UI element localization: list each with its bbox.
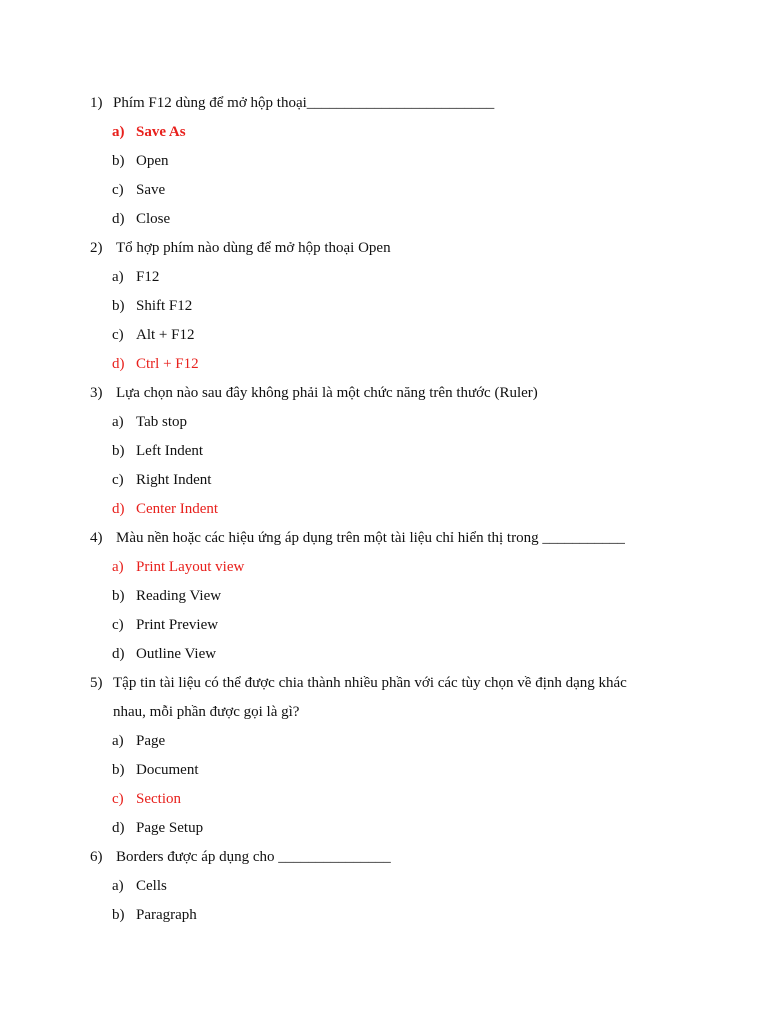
option-4d [0, 640, 768, 669]
question-number: 1) [90, 95, 103, 111]
option-text: Save As [136, 124, 186, 140]
question-4 [0, 524, 768, 553]
option-text: Close [136, 211, 171, 227]
quiz-document [0, 89, 768, 930]
question-text: Tổ hợp phím nào dùng để mở hộp thoại Open [116, 240, 391, 256]
option-text: Paragraph [136, 907, 197, 923]
option-2a [0, 263, 768, 292]
option-2d [0, 350, 768, 379]
question-text: Borders được áp dụng cho _______________ [116, 849, 391, 865]
option-text: Right Indent [136, 472, 212, 488]
question-5 [0, 669, 768, 698]
option-5d [0, 814, 768, 843]
option-text: Tab stop [136, 414, 188, 430]
option-letter: c) [112, 327, 124, 343]
question-5-continuation [0, 698, 768, 727]
option-3c [0, 466, 768, 495]
option-text: Cells [136, 878, 167, 894]
option-6a [0, 872, 768, 901]
option-letter: b) [112, 588, 125, 604]
question-1 [0, 89, 768, 118]
option-letter: c) [112, 182, 124, 198]
option-text: Document [136, 762, 199, 778]
question-number: 2) [90, 240, 103, 256]
question-number: 5) [90, 675, 103, 691]
option-letter: c) [112, 472, 124, 488]
question-text-continuation: nhau, mỗi phần được gọi là gì? [113, 704, 300, 720]
question-number: 3) [90, 385, 103, 401]
option-text: Left Indent [136, 443, 204, 459]
option-text: F12 [136, 269, 160, 285]
question-number: 6) [90, 849, 103, 865]
option-text: Open [136, 153, 169, 169]
option-text: Outline View [136, 646, 217, 662]
option-2c [0, 321, 768, 350]
option-letter: b) [112, 153, 125, 169]
option-letter: a) [112, 733, 124, 749]
option-3d [0, 495, 768, 524]
option-letter: a) [112, 124, 125, 140]
option-1a [0, 118, 768, 147]
option-3b [0, 437, 768, 466]
option-text: Print Layout view [136, 559, 245, 575]
option-letter: c) [112, 791, 124, 807]
option-letter: c) [112, 617, 124, 633]
option-text: Page Setup [136, 820, 204, 836]
option-letter: a) [112, 878, 124, 894]
option-5b [0, 756, 768, 785]
option-letter: d) [112, 356, 125, 372]
option-text: Section [136, 791, 181, 807]
option-letter: d) [112, 646, 125, 662]
option-text: Center Indent [136, 501, 219, 517]
option-letter: a) [112, 414, 124, 430]
option-letter: d) [112, 501, 125, 517]
option-5c [0, 785, 768, 814]
option-letter: d) [112, 820, 125, 836]
option-letter: d) [112, 211, 125, 227]
question-2 [0, 234, 768, 263]
option-2b [0, 292, 768, 321]
question-number: 4) [90, 530, 103, 546]
question-3 [0, 379, 768, 408]
option-text: Print Preview [136, 617, 219, 633]
option-4b [0, 582, 768, 611]
option-letter: b) [112, 907, 125, 923]
option-text: Shift F12 [136, 298, 193, 314]
option-letter: a) [112, 269, 124, 285]
option-4c [0, 611, 768, 640]
question-text: Phím F12 dùng để mở hộp thoại_________________________ [113, 95, 495, 111]
option-1d [0, 205, 768, 234]
option-letter: a) [112, 559, 124, 575]
option-text: Save [136, 182, 166, 198]
option-text: Page [136, 733, 166, 749]
question-text: Tập tin tài liệu có thể được chia thành nhiều phần với các tùy chọn về định dạng khác [113, 675, 627, 691]
option-1b [0, 147, 768, 176]
option-letter: b) [112, 443, 125, 459]
option-6b [0, 901, 768, 930]
question-text: Lựa chọn nào sau đây không phải là một chức năng trên thước (Ruler) [116, 385, 538, 401]
option-letter: b) [112, 298, 125, 314]
option-text: Reading View [136, 588, 222, 604]
option-letter: b) [112, 762, 125, 778]
option-text: Alt + F12 [136, 327, 195, 343]
option-5a [0, 727, 768, 756]
question-6 [0, 843, 768, 872]
option-text: Ctrl + F12 [136, 356, 199, 372]
option-3a [0, 408, 768, 437]
question-text: Màu nền hoặc các hiệu ứng áp dụng trên một tài liệu chỉ hiển thị trong ___________ [116, 530, 625, 546]
option-4a [0, 553, 768, 582]
option-1c [0, 176, 768, 205]
